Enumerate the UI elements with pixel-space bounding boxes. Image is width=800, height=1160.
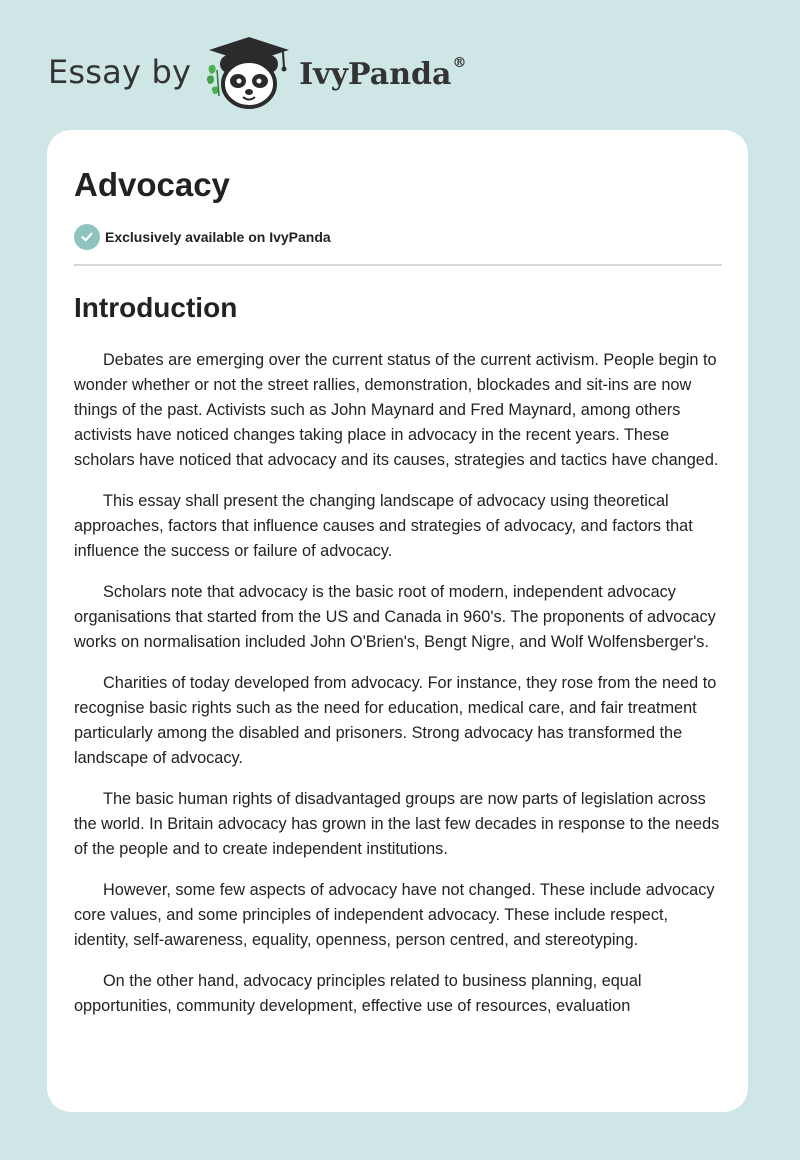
registered-mark: ®	[452, 54, 467, 71]
essay-body	[74, 348, 722, 1019]
brand-text: IvyPanda	[299, 56, 452, 92]
paragraph: Debates are emerging over the current status of the current activism. People begin to wonder whether or not the street rallies, demonstration, blockades and sit-ins are now things of the past. Activists such as John Maynard and Fred Maynard, among others activists have noticed changes taking place in advocacy in the recent years. These scholars have noticed that advocacy and its causes, strategies and tactics have changed.	[74, 351, 719, 469]
section-heading: Introduction	[74, 292, 238, 323]
brand-name[interactable]	[299, 54, 467, 92]
paragraph: This essay shall present the changing landscape of advocacy using theoretical approaches, factors that influence causes and strategies of advocacy, and factors that influence the success or failure of advocacy.	[74, 492, 693, 560]
site-header	[48, 34, 466, 110]
essay-card	[47, 130, 748, 1112]
paragraph: However, some few aspects of advocacy have not changed. These include advocacy core values, and some principles of independent advocacy. These include respect, identity, self-awareness, equality, openness, person centred, and stereotyping.	[74, 881, 715, 949]
check-circle-icon	[74, 224, 100, 250]
paragraph: Charities of today developed from advocacy. For instance, they rose from the need to recognise basic rights such as the need for education, medical care, and fair treatment particularly among the disabled and prisoners. Strong advocacy has transformed the landscape of advocacy.	[74, 674, 717, 767]
badge-text: Exclusively available on IvyPanda	[105, 229, 331, 245]
paragraph: Scholars note that advocacy is the basic root of modern, independent advocacy organisations that started from the US and Canada in 960's. The proponents of advocacy works on normalisation included John O'Brien's, Bengt Nigre, and Wolf Wolfensberger's.	[74, 583, 716, 651]
divider	[74, 264, 722, 266]
exclusive-badge	[74, 224, 722, 250]
panda-graduate-icon[interactable]	[205, 34, 293, 110]
essay-by-label: Essay by	[48, 53, 192, 91]
paragraph: The basic human rights of disadvantaged groups are now parts of legislation across the world. In Britain advocacy has grown in the last few decades in response to the needs of the people and to create independent institutions.	[74, 790, 720, 858]
page-title: Advocacy	[74, 166, 230, 203]
paragraph: On the other hand, advocacy principles related to business planning, equal opportunities, community development, effective use of resources, evaluation	[74, 972, 642, 1015]
